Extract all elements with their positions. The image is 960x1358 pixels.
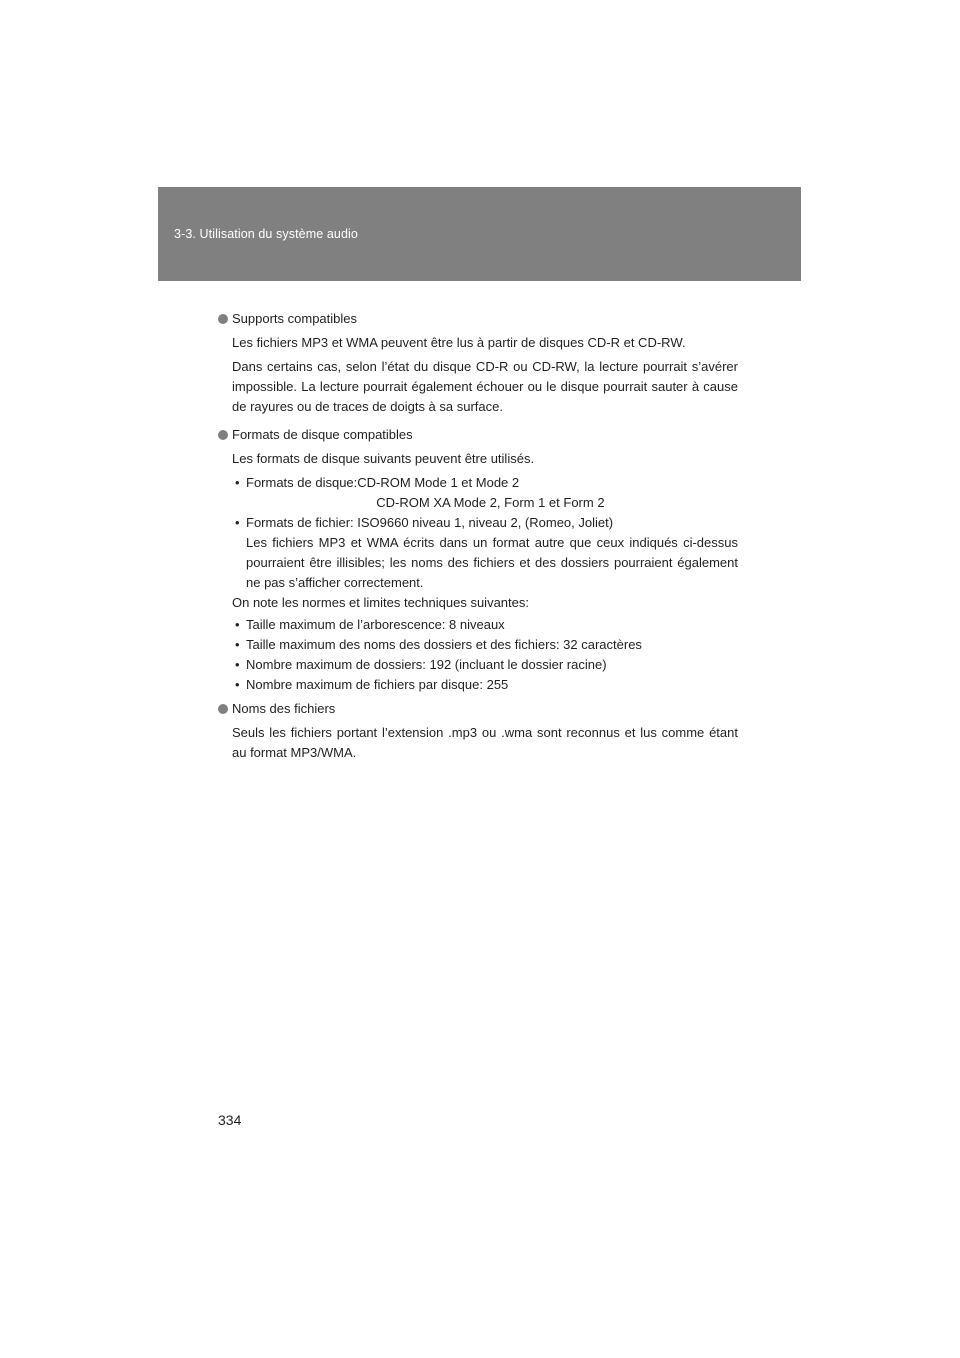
file-format-note: Les fichiers MP3 et WMA écrits dans un format autre que ceux indiqués ci-dessus pourraient être illisibles; les noms des fichiers et des dossiers pourraient également ne pas s’afficher correctement. xyxy=(246,535,738,590)
list-bullet: • xyxy=(235,677,240,692)
bullet-dot-icon xyxy=(218,704,228,714)
limit-text: Taille maximum des noms des dossiers et des fichiers: 32 caractères xyxy=(246,637,642,652)
section-heading-supports xyxy=(218,309,738,329)
section-heading-text: Noms des fichiers xyxy=(232,701,336,716)
limit-text: Taille maximum de l’arborescence: 8 niveaux xyxy=(246,617,505,632)
limits-intro: On note les normes et limites techniques suivantes: xyxy=(232,595,529,610)
page-content xyxy=(218,309,738,767)
paragraph: Dans certains cas, selon l’état du disque CD-R ou CD-RW, la lecture pourrait s’avérer impossible. La lecture pourrait également échouer ou le disque pourrait sauter à cause de rayures ou de traces de doigts à sa surface. xyxy=(232,359,738,414)
paragraph: Les formats de disque suivants peuvent être utilisés. xyxy=(232,451,535,466)
chapter-title: 3-3. Utilisation du système audio xyxy=(174,227,358,241)
list-item xyxy=(232,473,738,513)
list-item xyxy=(232,513,738,593)
list-bullet: • xyxy=(235,515,240,530)
disk-format-value: CD-ROM Mode 1 et Mode 2 xyxy=(357,475,520,490)
list-item xyxy=(232,655,738,675)
bullet-dot-icon xyxy=(218,314,228,324)
section-heading-text: Formats de disque compatibles xyxy=(232,427,413,442)
limit-text: Nombre maximum de dossiers: 192 (incluant le dossier racine) xyxy=(246,657,607,672)
limits-list xyxy=(218,615,738,695)
page-number: 334 xyxy=(218,1112,242,1128)
section-heading-text: Supports compatibles xyxy=(232,311,358,326)
list-bullet: • xyxy=(235,657,240,672)
list-item xyxy=(232,675,738,695)
bullet-dot-icon xyxy=(218,430,228,440)
format-list xyxy=(218,473,738,593)
list-bullet: • xyxy=(235,475,240,490)
limit-text: Nombre maximum de fichiers par disque: 255 xyxy=(246,677,509,692)
disk-format-label: Formats de disque: xyxy=(246,475,358,490)
section-heading-names xyxy=(218,699,738,719)
list-item xyxy=(232,615,738,635)
section-heading-formats xyxy=(218,425,738,445)
file-format-line: Formats de fichier: ISO9660 niveau 1, niveau 2, (Romeo, Joliet) xyxy=(246,515,614,530)
list-bullet: • xyxy=(235,637,240,652)
list-bullet: • xyxy=(235,617,240,632)
chapter-header-band xyxy=(158,187,801,281)
paragraph: Seuls les fichiers portant l’extension .mp3 ou .wma sont reconnus et lus comme étant au format MP3/WMA. xyxy=(232,725,738,760)
list-item xyxy=(232,635,738,655)
disk-format-value: CD-ROM XA Mode 2, Form 1 et Form 2 xyxy=(376,495,605,510)
paragraph: Les fichiers MP3 et WMA peuvent être lus à partir de disques CD-R et CD-RW. xyxy=(232,335,686,350)
